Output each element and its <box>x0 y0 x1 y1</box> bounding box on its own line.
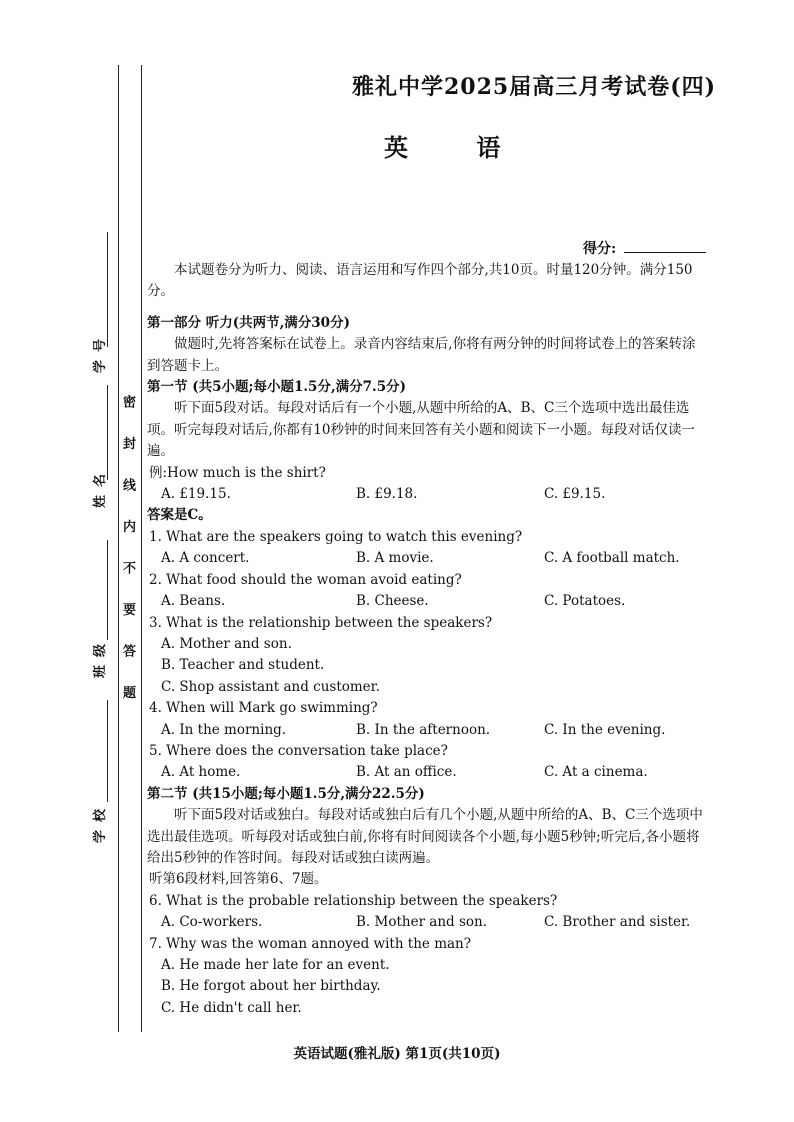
option-a: A. Mother and son. <box>161 635 292 652</box>
example-question: 例:How much is the shirt? <box>149 464 326 481</box>
question-4: 4. When will Mark go swimming? <box>149 700 378 717</box>
question-6-options <box>147 912 707 933</box>
student-id-field-line <box>107 232 108 347</box>
option-c: C. Potatoes. <box>544 593 626 610</box>
question-5-options <box>147 762 707 783</box>
question-3: 3. What is the relationship between the speakers? <box>149 614 493 631</box>
option-b: B. Cheese. <box>356 593 429 610</box>
exam-title: 雅礼中学2025届高三月考试卷(四) <box>352 74 717 100</box>
part1-instruction: 做题时,先将答案标在试卷上。录音内容结束后,你将有两分钟的时间将试卷上的答案转涂到答题卡上。 <box>147 336 696 374</box>
option-b: B. A movie. <box>356 550 434 567</box>
sealed-line-label: 密 封 线 内 不 要 答 题 <box>120 395 135 711</box>
page-footer: 英语试题(雅礼版) 第1页(共10页) <box>293 1046 501 1062</box>
section1-instruction: 听下面5段对话。每段对话后有一个小题,从题中所给的A、B、C三个选项中选出最佳选项。听完每段对话后,你都有10秒钟的时间来回答有关小题和阅读下一小题。每段对话仅读一遍。 <box>147 400 695 460</box>
example-options <box>147 484 707 505</box>
school-label: 学校 <box>93 800 108 843</box>
question-2-options <box>147 591 707 612</box>
option-a: A. £19.15. <box>161 486 231 503</box>
option-a: A. Co-workers. <box>161 914 263 931</box>
question-5: 5. Where does the conversation take place? <box>149 742 448 759</box>
option-c: C. Brother and sister. <box>544 914 691 931</box>
option-b: B. He forgot about her birthday. <box>161 978 381 995</box>
option-b: B. Teacher and student. <box>161 657 325 674</box>
option-c: C. £9.15. <box>544 486 606 503</box>
intro-paragraph: 本试题卷分为听力、阅读、语言运用和写作四个部分,共10页。时量120分钟。满分150分。 <box>147 262 693 300</box>
option-a: A. A concert. <box>161 550 250 567</box>
binding-line-outer <box>118 65 119 1032</box>
material-note: 听第6段材料,回答第6、7题。 <box>149 871 328 888</box>
subject-title: 英 语 <box>384 133 531 162</box>
question-7: 7. Why was the woman annoyed with the man? <box>149 935 471 952</box>
option-c: C. A football match. <box>544 550 680 567</box>
option-c: C. At a cinema. <box>544 764 648 781</box>
question-6: 6. What is the probable relationship between the speakers? <box>149 892 558 909</box>
question-1: 1. What are the speakers going to watch this evening? <box>149 528 523 545</box>
example-answer: 答案是C。 <box>147 507 212 524</box>
option-a: A. In the morning. <box>161 721 287 738</box>
section1-heading: 第一节 (共5小题;每小题1.5分,满分7.5分) <box>147 379 407 396</box>
option-a: A. Beans. <box>161 593 226 610</box>
option-a: A. He made her late for an event. <box>161 957 390 973</box>
class-label: 班级 <box>93 635 108 678</box>
school-field-line <box>107 700 108 802</box>
option-b: B. At an office. <box>356 764 457 781</box>
score-label: 得分: <box>583 241 617 257</box>
question-2: 2. What food should the woman avoid eating? <box>149 571 462 588</box>
option-c: C. In the evening. <box>544 721 666 738</box>
score-blank <box>624 252 706 253</box>
question-4-options <box>147 720 707 741</box>
option-b: B. £9.18. <box>356 486 418 503</box>
option-b: B. Mother and son. <box>356 914 488 931</box>
option-a: A. At home. <box>161 764 241 781</box>
exam-content <box>147 260 707 1019</box>
part1-heading: 第一部分 听力(共两节,满分30分) <box>147 314 350 331</box>
option-c: C. Shop assistant and customer. <box>161 678 380 695</box>
option-b: B. In the afternoon. <box>356 721 491 738</box>
option-c: C. He didn't call her. <box>161 999 302 1016</box>
section2-heading: 第二节 (共15小题;每小题1.5分,满分22.5分) <box>147 785 425 802</box>
section2-instruction: 听下面5段对话或独白。每段对话或独白后有几个小题,从题中所给的A、B、C三个选项中选出最佳选项。听每段对话或独白前,你将有时间阅读各个小题,每小题5秒钟;听完后,各小题将给出5秒钟的作答时间。每段对话或独白读两遍。 <box>147 807 703 866</box>
binding-line-inner <box>141 65 142 1032</box>
name-label: 姓名 <box>93 465 108 508</box>
class-field-line <box>107 540 108 640</box>
question-1-options <box>147 548 707 569</box>
student-id-label: 学号 <box>93 330 108 373</box>
